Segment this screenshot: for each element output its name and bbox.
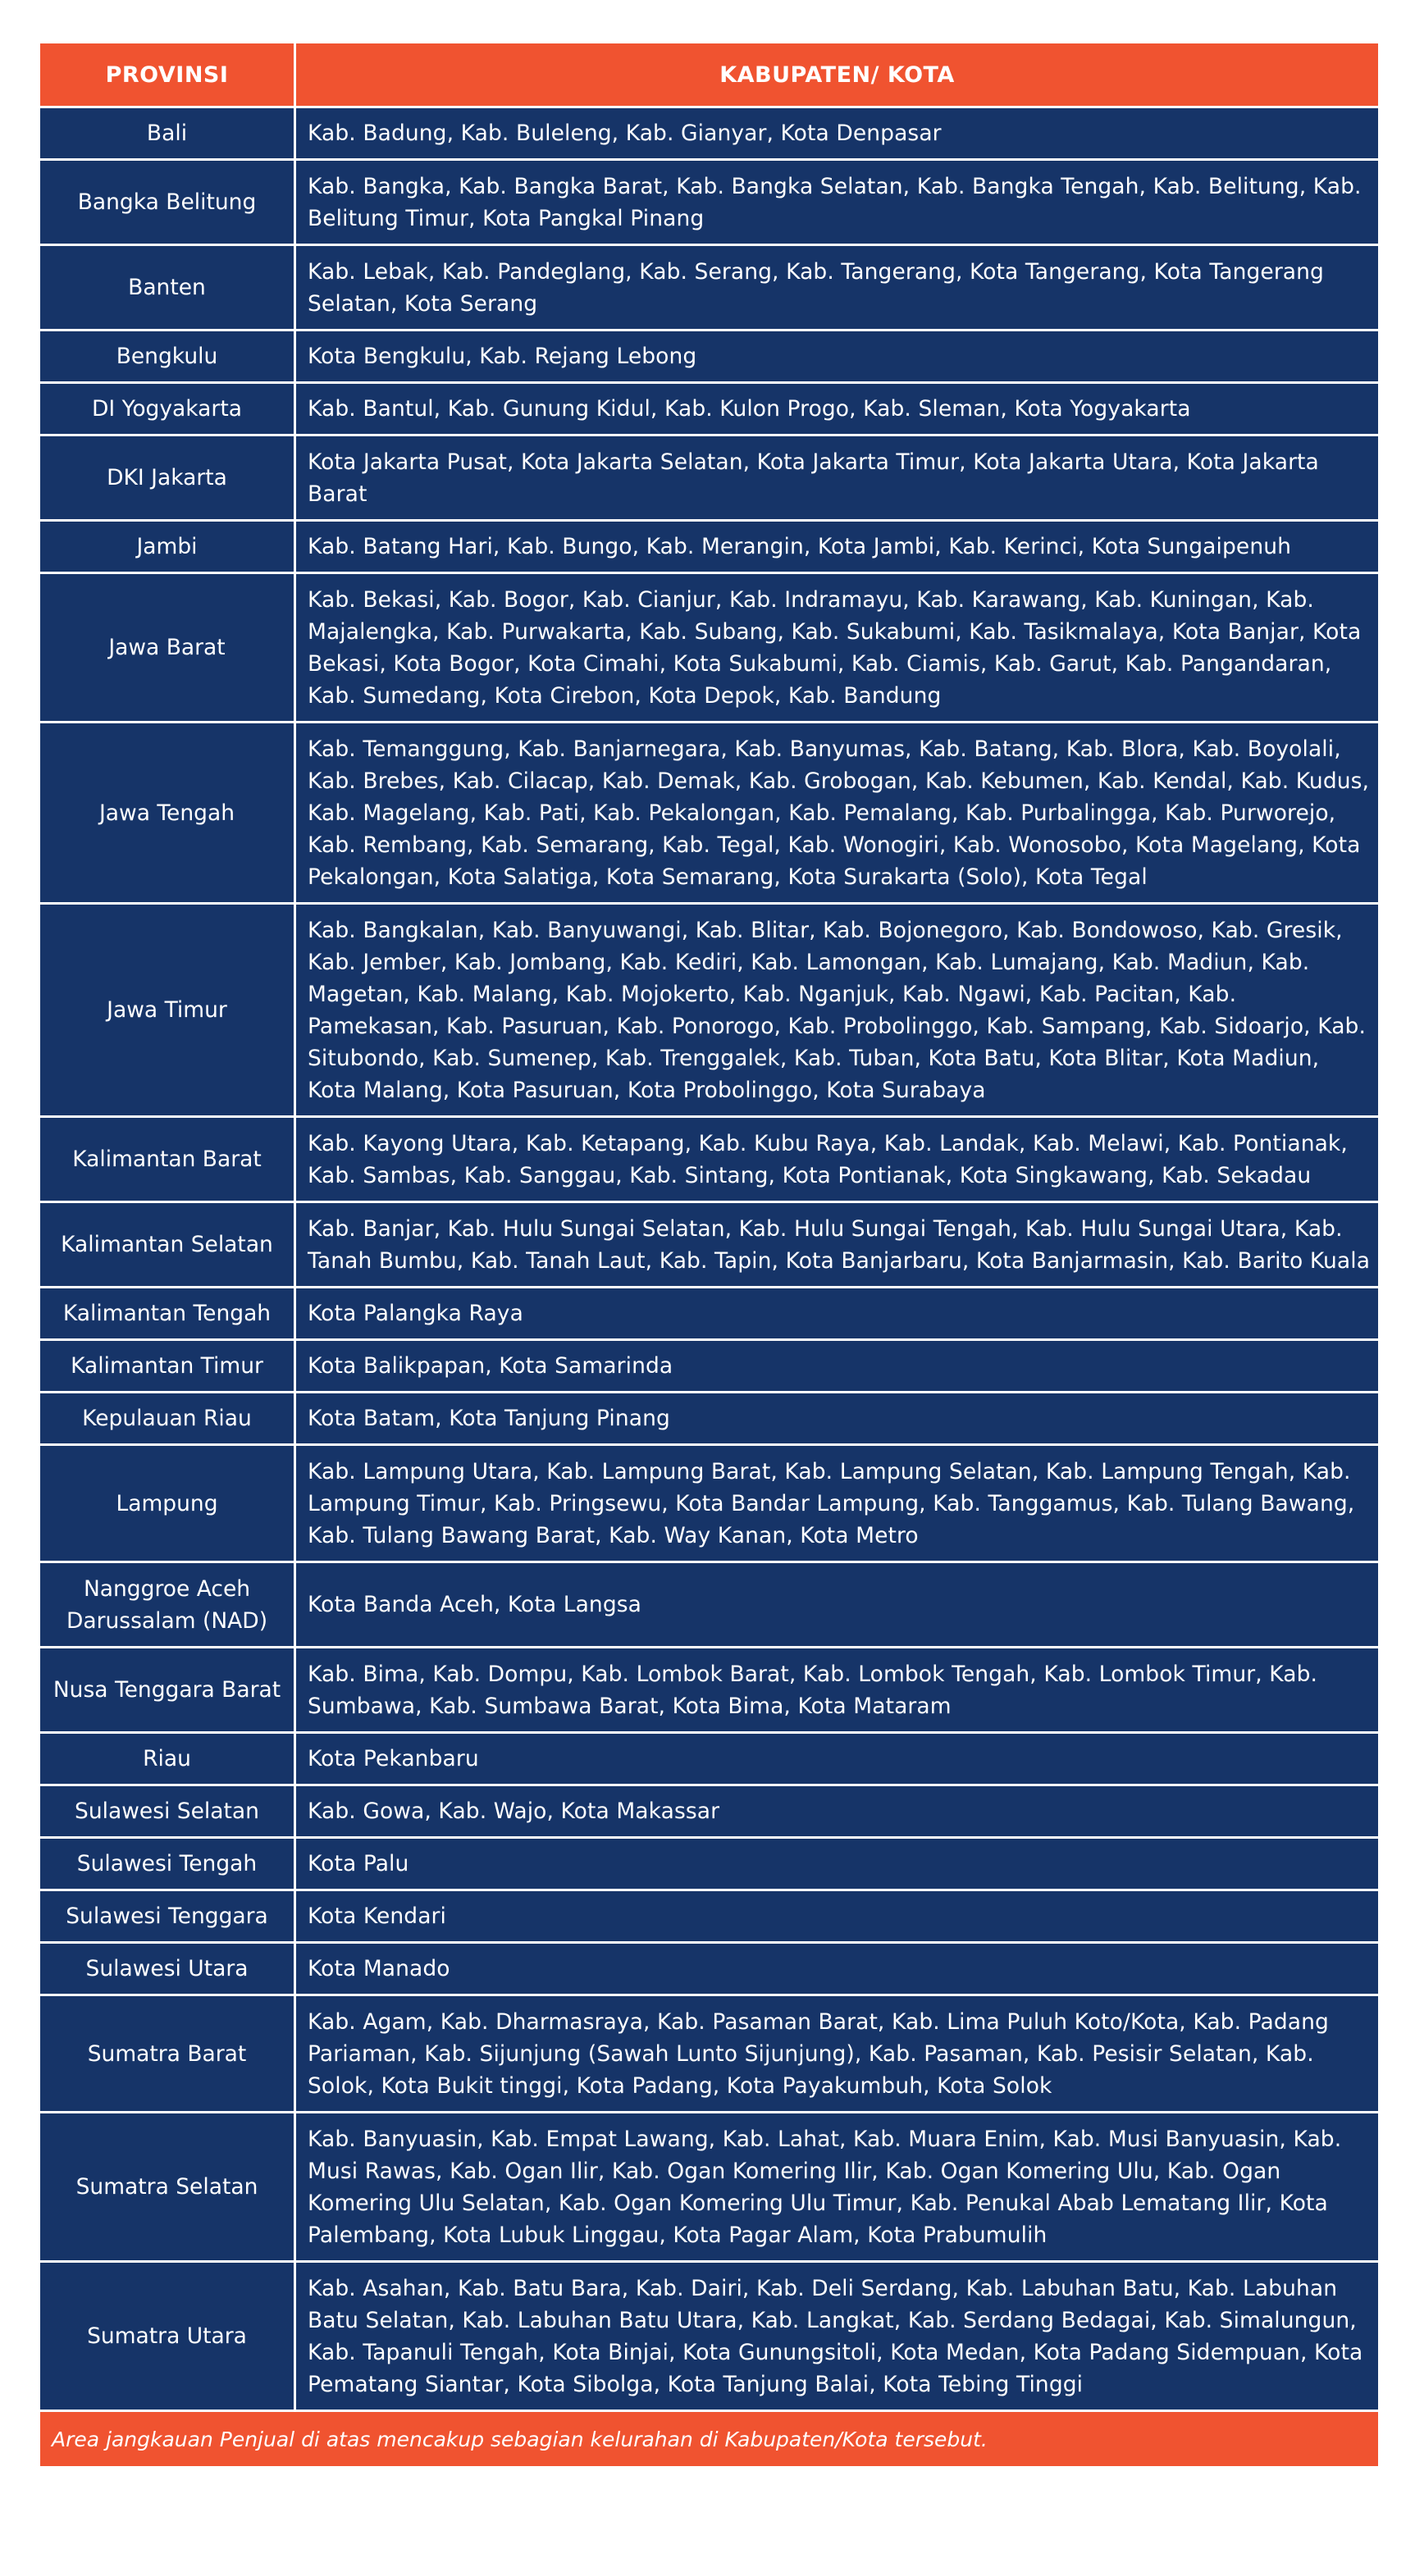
table-row — [39, 383, 1380, 435]
regency-city-cell: Kab. Kayong Utara, Kab. Ketapang, Kab. Kubu Raya, Kab. Landak, Kab. Melawi, Kab. Pontianak, Kab. Sambas, Kab. Sanggau, Kab. Sintang, Kota Pontianak, Kota Singkawang, Kab. Sekadau — [295, 1117, 1380, 1202]
regency-city-cell: Kota Jakarta Pusat, Kota Jakarta Selatan, Kota Jakarta Timur, Kota Jakarta Utara, Kota Jakarta Barat — [295, 435, 1380, 521]
regency-city-cell: Kota Pekanbaru — [295, 1733, 1380, 1785]
province-cell: Nusa Tenggara Barat — [39, 1648, 295, 1733]
table-row — [39, 573, 1380, 723]
table-row — [39, 1562, 1380, 1648]
table-row — [39, 1393, 1380, 1445]
table-row — [39, 1648, 1380, 1733]
regency-city-cell: Kota Batam, Kota Tanjung Pinang — [295, 1393, 1380, 1445]
regency-city-cell: Kota Banda Aceh, Kota Langsa — [295, 1562, 1380, 1648]
table-row — [39, 1785, 1380, 1838]
province-cell: DKI Jakarta — [39, 435, 295, 521]
regency-city-cell: Kota Kendari — [295, 1890, 1380, 1943]
table-row — [39, 723, 1380, 904]
province-cell: Kalimantan Barat — [39, 1117, 295, 1202]
regency-city-cell: Kab. Lampung Utara, Kab. Lampung Barat, Kab. Lampung Selatan, Kab. Lampung Tengah, Kab. Lampung Timur, Kab. Pringsewu, Kota Bandar Lampung, Kab. Tanggamus, Kab. Tulang Bawang, Kab. Tulang Bawang Barat, Kab. Way Kanan, Kota Metro — [295, 1445, 1380, 1562]
province-cell: Sumatra Barat — [39, 1995, 295, 2113]
province-cell: Riau — [39, 1733, 295, 1785]
table-row — [39, 331, 1380, 383]
footnote: Area jangkauan Penjual di atas mencakup sebagian kelurahan di Kabupaten/Kota tersebut. — [39, 2411, 1380, 2468]
table-header-row — [39, 43, 1380, 107]
table-row — [39, 904, 1380, 1117]
province-cell: Jawa Barat — [39, 573, 295, 723]
province-cell: Nanggroe Aceh Darussalam (NAD) — [39, 1562, 295, 1648]
regency-city-cell: Kota Manado — [295, 1943, 1380, 1995]
table-row — [39, 1445, 1380, 1562]
province-cell: Sumatra Utara — [39, 2262, 295, 2411]
province-cell: Sulawesi Tenggara — [39, 1890, 295, 1943]
regency-city-cell: Kab. Asahan, Kab. Batu Bara, Kab. Dairi, Kab. Deli Serdang, Kab. Labuhan Batu, Kab. Labuhan Batu Selatan, Kab. Labuhan Batu Utara, Kab. Langkat, Kab. Serdang Bedagai, Kab. Simalungun, Kab. Tapanuli Tengah, Kota Binjai, Kota Gunungsitoli, Kota Medan, Kota Padang Sidempuan, Kota Pematang Siantar, Kota Sibolga, Kota Tanjung Balai, Kota Tebing Tinggi — [295, 2262, 1380, 2411]
table-row — [39, 107, 1380, 160]
province-cell: Kalimantan Timur — [39, 1340, 295, 1393]
table-row — [39, 1995, 1380, 2113]
regency-city-cell: Kab. Gowa, Kab. Wajo, Kota Makassar — [295, 1785, 1380, 1838]
table-row — [39, 1890, 1380, 1943]
province-cell: Jawa Tengah — [39, 723, 295, 904]
table-row — [39, 245, 1380, 331]
table-row — [39, 2113, 1380, 2262]
regency-city-cell: Kota Balikpapan, Kota Samarinda — [295, 1340, 1380, 1393]
regency-city-cell: Kab. Bangka, Kab. Bangka Barat, Kab. Bangka Selatan, Kab. Bangka Tengah, Kab. Belitung, Kab. Belitung Timur, Kota Pangkal Pinang — [295, 160, 1380, 245]
coverage-table — [38, 41, 1381, 2469]
table-row — [39, 435, 1380, 521]
province-cell: Sumatra Selatan — [39, 2113, 295, 2262]
province-cell: Kalimantan Selatan — [39, 1202, 295, 1288]
province-cell: Jawa Timur — [39, 904, 295, 1117]
province-cell: Kepulauan Riau — [39, 1393, 295, 1445]
header-provinsi: PROVINSI — [39, 43, 295, 107]
table-row — [39, 1202, 1380, 1288]
regency-city-cell: Kab. Bantul, Kab. Gunung Kidul, Kab. Kulon Progo, Kab. Sleman, Kota Yogyakarta — [295, 383, 1380, 435]
table-row — [39, 1838, 1380, 1890]
regency-city-cell: Kab. Banjar, Kab. Hulu Sungai Selatan, Kab. Hulu Sungai Tengah, Kab. Hulu Sungai Utara, Kab. Tanah Bumbu, Kab. Tanah Laut, Kab. Tapin, Kota Banjarbaru, Kota Banjarmasin, Kab. Barito Kuala — [295, 1202, 1380, 1288]
province-cell: Sulawesi Selatan — [39, 1785, 295, 1838]
regency-city-cell: Kab. Batang Hari, Kab. Bungo, Kab. Merangin, Kota Jambi, Kab. Kerinci, Kota Sungaipenuh — [295, 521, 1380, 573]
regency-city-cell: Kab. Bima, Kab. Dompu, Kab. Lombok Barat, Kab. Lombok Tengah, Kab. Lombok Timur, Kab. Sumbawa, Kab. Sumbawa Barat, Kota Bima, Kota Mataram — [295, 1648, 1380, 1733]
regency-city-cell: Kab. Lebak, Kab. Pandeglang, Kab. Serang, Kab. Tangerang, Kota Tangerang, Kota Tangerang Selatan, Kota Serang — [295, 245, 1380, 331]
table-row — [39, 1117, 1380, 1202]
regency-city-cell: Kab. Agam, Kab. Dharmasraya, Kab. Pasaman Barat, Kab. Lima Puluh Koto/Kota, Kab. Padang Pariaman, Kab. Sijunjung (Sawah Lunto Sijunjung), Kab. Pasaman, Kab. Pesisir Selatan, Kab. Solok, Kota Bukit tinggi, Kota Padang, Kota Payakumbuh, Kota Solok — [295, 1995, 1380, 2113]
table-row — [39, 1943, 1380, 1995]
table-row — [39, 2262, 1380, 2411]
regency-city-cell: Kab. Temanggung, Kab. Banjarnegara, Kab. Banyumas, Kab. Batang, Kab. Blora, Kab. Boyolali, Kab. Brebes, Kab. Cilacap, Kab. Demak, Kab. Grobogan, Kab. Kebumen, Kab. Kendal, Kab. Kudus, Kab. Magelang, Kab. Pati, Kab. Pekalongan, Kab. Pemalang, Kab. Purbalingga, Kab. Purworejo, Kab. Rembang, Kab. Semarang, Kab. Tegal, Kab. Wonogiri, Kab. Wonosobo, Kota Magelang, Kota Pekalongan, Kota Salatiga, Kota Semarang, Kota Surakarta (Solo), Kota Tegal — [295, 723, 1380, 904]
regency-city-cell: Kota Bengkulu, Kab. Rejang Lebong — [295, 331, 1380, 383]
table-row — [39, 1288, 1380, 1340]
table-row — [39, 521, 1380, 573]
regency-city-cell: Kab. Bekasi, Kab. Bogor, Kab. Cianjur, Kab. Indramayu, Kab. Karawang, Kab. Kuningan, Kab. Majalengka, Kab. Purwakarta, Kab. Subang, Kab. Sukabumi, Kab. Tasikmalaya, Kota Banjar, Kota Bekasi, Kota Bogor, Kota Cimahi, Kota Sukabumi, Kab. Ciamis, Kab. Garut, Kab. Pangandaran, Kab. Sumedang, Kota Cirebon, Kota Depok, Kab. Bandung — [295, 573, 1380, 723]
table-row — [39, 160, 1380, 245]
regency-city-cell: Kota Palangka Raya — [295, 1288, 1380, 1340]
table-row — [39, 1733, 1380, 1785]
regency-city-cell: Kab. Banyuasin, Kab. Empat Lawang, Kab. Lahat, Kab. Muara Enim, Kab. Musi Banyuasin, Kab. Musi Rawas, Kab. Ogan Ilir, Kab. Ogan Komering Ilir, Kab. Ogan Komering Ulu, Kab. Ogan Komering Ulu Selatan, Kab. Ogan Komering Ulu Timur, Kab. Penukal Abab Lematang Ilir, Kota Palembang, Kota Lubuk Linggau, Kota Pagar Alam, Kota Prabumulih — [295, 2113, 1380, 2262]
regency-city-cell: Kota Palu — [295, 1838, 1380, 1890]
province-cell: Kalimantan Tengah — [39, 1288, 295, 1340]
regency-city-cell: Kab. Badung, Kab. Buleleng, Kab. Gianyar, Kota Denpasar — [295, 107, 1380, 160]
province-cell: Banten — [39, 245, 295, 331]
coverage-table-container — [38, 41, 1378, 2469]
footnote-row — [39, 2411, 1380, 2468]
province-cell: Bengkulu — [39, 331, 295, 383]
province-cell: DI Yogyakarta — [39, 383, 295, 435]
province-cell: Bali — [39, 107, 295, 160]
province-cell: Lampung — [39, 1445, 295, 1562]
province-cell: Sulawesi Tengah — [39, 1838, 295, 1890]
province-cell: Sulawesi Utara — [39, 1943, 295, 1995]
province-cell: Bangka Belitung — [39, 160, 295, 245]
regency-city-cell: Kab. Bangkalan, Kab. Banyuwangi, Kab. Blitar, Kab. Bojonegoro, Kab. Bondowoso, Kab. Gresik, Kab. Jember, Kab. Jombang, Kab. Kediri, Kab. Lamongan, Kab. Lumajang, Kab. Madiun, Kab. Magetan, Kab. Malang, Kab. Mojokerto, Kab. Nganjuk, Kab. Ngawi, Kab. Pacitan, Kab. Pamekasan, Kab. Pasuruan, Kab. Ponorogo, Kab. Probolinggo, Kab. Sampang, Kab. Sidoarjo, Kab. Situbondo, Kab. Sumenep, Kab. Trenggalek, Kab. Tuban, Kota Batu, Kota Blitar, Kota Madiun, Kota Malang, Kota Pasuruan, Kota Probolinggo, Kota Surabaya — [295, 904, 1380, 1117]
table-row — [39, 1340, 1380, 1393]
header-kabupaten-kota: KABUPATEN/ KOTA — [295, 43, 1380, 107]
province-cell: Jambi — [39, 521, 295, 573]
